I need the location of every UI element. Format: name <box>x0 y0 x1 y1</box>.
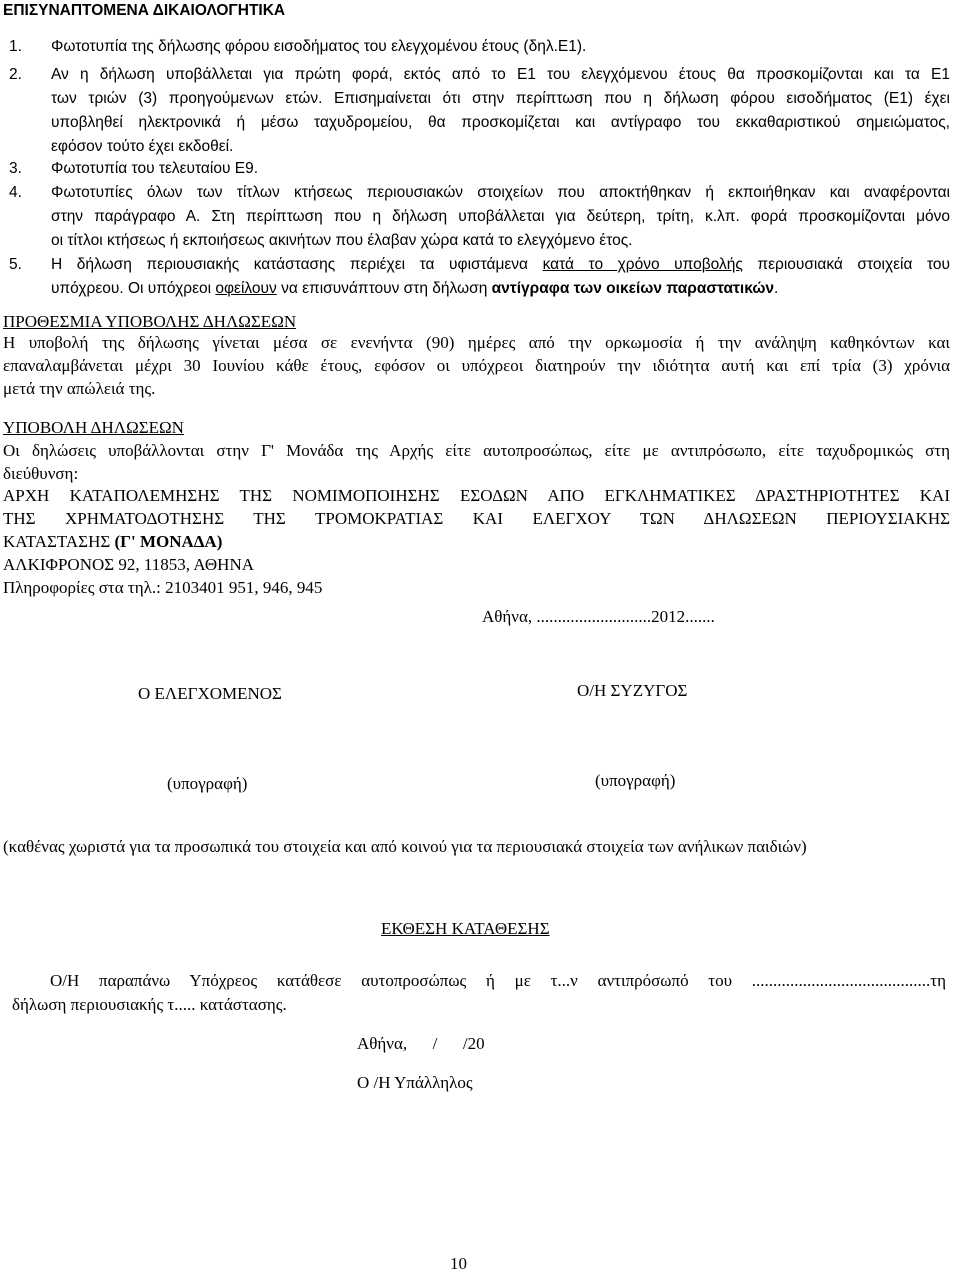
list-item-5-underlined-must: οφείλουν <box>215 280 277 297</box>
deposit-date: Αθήνα, / /20 <box>357 1034 485 1053</box>
signature-spouse: (υπογραφή) <box>595 771 676 790</box>
deadline-line-1: Η υποβολή της δήλωσης γίνεται μέσα σε ενενήντα (90) ημέρες από την ορκωμοσία ή την ανάληψη καθηκόντων και <box>3 333 950 352</box>
deposit-line-1: Ο/Η παραπάνω Υπόχρεος κατάθεσε αυτοπροσώπως ή με τ...ν αντιπρόσωπό του ..........................................τη <box>50 971 946 990</box>
list-item-5-period: . <box>774 280 779 297</box>
list-item-5-text-c: περιουσιακά στοιχεία του <box>757 256 950 273</box>
list-number-2: 2. <box>9 66 22 83</box>
list-item-4-line-2: στην παράγραφο Α. Στη περίπτωση που η δήλωση υποβάλλεται για δεύτερη, τρίτη, κ.λπ. φορά προσκομίζονται μόνο <box>51 208 950 225</box>
list-item-2-line-4: εφόσον τούτο έχει εκδοθεί. <box>51 138 234 155</box>
list-number-1: 1. <box>9 38 22 55</box>
submission-authority-line-1: ΑΡΧΗ ΚΑΤΑΠΟΛΕΜΗΣΗΣ ΤΗΣ ΝΟΜΙΜΟΠΟΙΗΣΗΣ ΕΣΟΔΩΝ ΑΠΟ ΕΓΚΛΗΜΑΤΙΚΕΣ ΔΡΑΣΤΗΡΙΟΤΗΤΕΣ ΚΑΙ <box>3 486 950 505</box>
list-number-4: 4. <box>9 184 22 201</box>
date-line: Αθήνα, ...........................2012....... <box>482 607 715 626</box>
list-item-2-line-3: υποβληθεί ηλεκτρονικά ή μέσω ταχυδρομείου, θα προσκομίζεται και αντίγραφο του εκκαθαριστικού σημειώματος, <box>51 114 950 131</box>
list-item-5-bold-copies: αντίγραφα των οικείων παραστατικών <box>491 280 775 297</box>
submission-line-2: διεύθυνση: <box>3 464 79 483</box>
submission-status-word: ΚΑΤΑΣΤΑΣΗΣ <box>3 532 111 551</box>
submission-authority-line-2: ΤΗΣ ΧΡΗΜΑΤΟΔΟΤΗΣΗΣ ΤΗΣ ΤΡΟΜΟΚΡΑΤΙΑΣ ΚΑΙ ΕΛΕΓΧΟΥ ΤΩΝ ΔΗΛΩΣΕΩΝ ΠΕΡΙΟΥΣΙΑΚΗΣ <box>3 509 950 528</box>
submission-unit: (Γ' ΜΟΝΑΔΑ) <box>114 532 223 551</box>
attachments-heading: ΕΠΙΣΥΝΑΠΤΟΜΕΝΑ ΔΙΚΑΙΟΛΟΓΗΤΙΚΑ <box>3 2 286 19</box>
list-item-5-line-2 <box>51 280 778 298</box>
signature-label-inspected: Ο ΕΛΕΓΧΟΜΕΝΟΣ <box>138 684 282 703</box>
list-item-5-text-f: να επισυνάπτουν στη δήλωση <box>281 280 488 297</box>
signature-inspected: (υπογραφή) <box>167 774 248 793</box>
list-item-1: Φωτοτυπία της δήλωσης φόρου εισοδήματος του ελεγχομένου έτους (δηλ.Ε1). <box>51 38 587 55</box>
submission-phones: Πληροφορίες στα τηλ.: 2103401 951, 946, 945 <box>3 578 323 597</box>
list-item-3: Φωτοτυπία του τελευταίου Ε9. <box>51 160 259 177</box>
deposit-title: ΕΚΘΕΣΗ ΚΑΤΑΘΕΣΗΣ <box>381 919 550 938</box>
list-item-4-line-3: οι τίτλοι κτήσεως ή εκποιήσεως ακινήτων που έλαβαν χώρα κατά το ελεγχόμενο έτος. <box>51 232 633 249</box>
submission-address: ΑΛΚΙΦΡΟΝΟΣ 92, 11853, ΑΘΗΝΑ <box>3 555 255 574</box>
signature-label-spouse: Ο/Η ΣΥΖΥΓΟΣ <box>577 681 688 700</box>
list-item-5-text-d: υπόχρεου. Οι υπόχρεοι <box>51 280 212 297</box>
joint-note: (καθένας χωριστά για τα προσωπικά του στοιχεία και από κοινού για τα περιουσιακά στοιχεία των ανήλικων παιδιών) <box>3 837 807 856</box>
list-item-5-text-a: Η δήλωση περιουσιακής κατάστασης περιέχει τα υφιστάμενα <box>51 256 529 273</box>
list-item-2-line-2: των τριών (3) προηγούμενων ετών. Επισημαίνεται ότι στην περίπτωση που η δήλωση φόρου εισοδήματος (Ε1) έχει <box>51 90 950 107</box>
list-number-3: 3. <box>9 160 22 177</box>
list-item-4-line-1: Φωτοτυπίες όλων των τίτλων κτήσεως περιουσιακών στοιχείων που αποκτήθηκαν ή εκποιήθηκαν και αναφέρονται <box>51 184 950 201</box>
submission-authority-line-3 <box>3 532 222 552</box>
deadline-title: ΠΡΟΘΕΣΜΙΑ ΥΠΟΒΟΛΗΣ ΔΗΛΩΣΕΩΝ <box>3 312 297 331</box>
list-item-5-underlined-time: κατά το χρόνο υποβολής <box>542 256 743 273</box>
deadline-line-2: επαναλαμβάνεται μέχρι 30 Ιουνίου κάθε έτους, εφόσον οι υπόχρεοι διατηρούν την ιδιότητα αυτή και επί τρία (3) χρόνια <box>3 356 950 375</box>
deposit-line-2: δήλωση περιουσιακής τ..... κατάστασης. <box>12 995 287 1014</box>
page-number: 10 <box>450 1254 467 1273</box>
list-item-5-line-1 <box>51 256 950 274</box>
list-item-2-line-1: Αν η δήλωση υποβάλλεται για πρώτη φορά, εκτός από το Ε1 του ελεγχόμενου έτους θα προσκομίζονται και τα Ε1 <box>51 66 950 83</box>
submission-line-1: Οι δηλώσεις υποβάλλονται στην Γ' Μονάδα της Αρχής είτε αυτοπροσώπως, είτε με αντιπρόσωπο, είτε ταχυδρομικώς στη <box>3 441 950 460</box>
submission-title: ΥΠΟΒΟΛΗ ΔΗΛΩΣΕΩΝ <box>3 418 184 437</box>
deposit-officer: Ο /Η Υπάλληλος <box>357 1073 473 1092</box>
deadline-line-3: μετά την απώλειά της. <box>3 379 156 398</box>
list-number-5: 5. <box>9 256 22 273</box>
